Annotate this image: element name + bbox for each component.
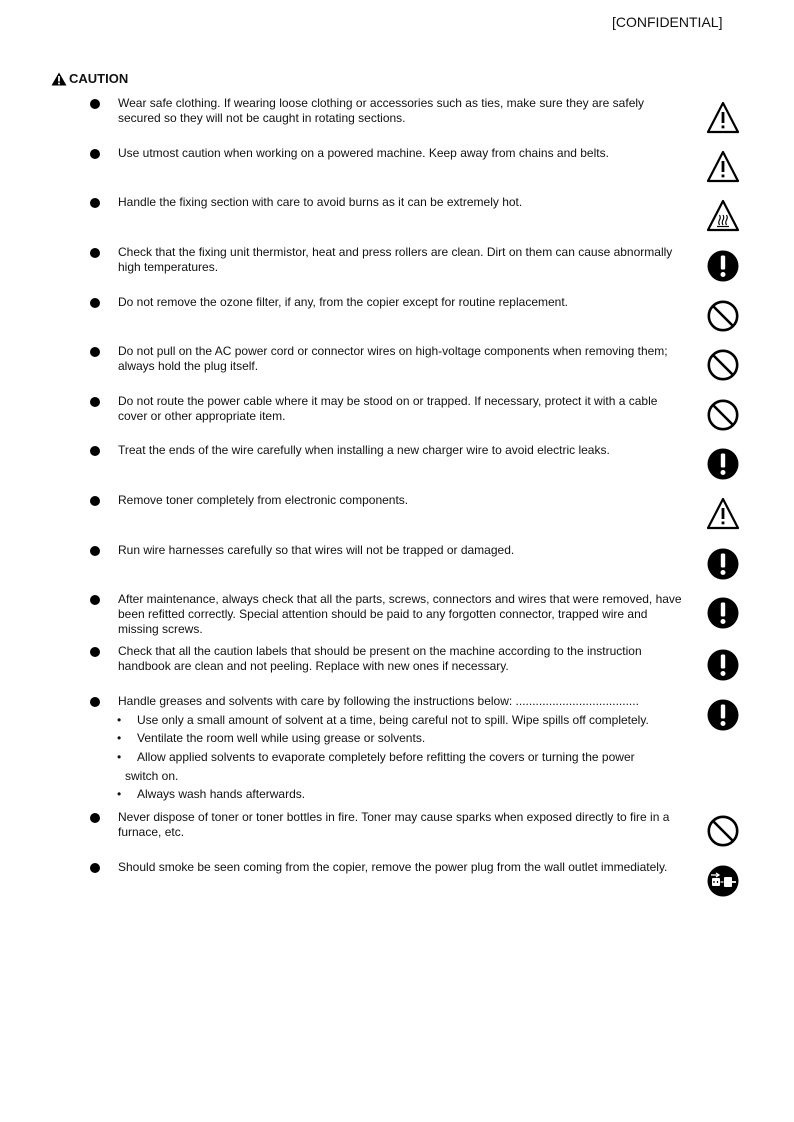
bullet bbox=[90, 248, 100, 258]
sub-item: • Always wash hands afterwards. bbox=[117, 787, 306, 801]
bullet bbox=[90, 595, 100, 605]
caution-item: Should smoke be seen coming from the copier, remove the power plug from the wall outlet immediately. bbox=[90, 860, 700, 875]
caution-title: CAUTION bbox=[69, 71, 129, 86]
bullet bbox=[90, 647, 100, 657]
warning-triangle-icon bbox=[706, 150, 740, 184]
bullet bbox=[90, 546, 100, 556]
caution-item: Remove toner completely from electronic components. bbox=[90, 493, 700, 508]
sub-item: • Allow applied solvents to evaporate completely before refitting the covers or turning the power bbox=[117, 750, 635, 764]
caution-item: After maintenance, always check that all the parts, screws, connectors and wires that were removed, have been refitted correctly. Special attention should be paid to any forgotten connector, trapped wire and missing screws. bbox=[90, 592, 700, 637]
bullet bbox=[90, 99, 100, 109]
bullet bbox=[90, 697, 100, 707]
caution-item: Check that the fixing unit thermistor, heat and press rollers are clean. Dirt on them can cause abnormally high temperatures. bbox=[90, 245, 700, 275]
caution-item: Wear safe clothing. If wearing loose clothing or accessories such as ties, make sure they are safely secured so they will not be caught in rotating sections. bbox=[90, 96, 700, 126]
sub-item-continuation: switch on. bbox=[125, 769, 179, 783]
mandatory-action-icon bbox=[706, 249, 740, 283]
bullet bbox=[90, 149, 100, 159]
mandatory-action-icon bbox=[706, 447, 740, 481]
prohibition-icon bbox=[706, 348, 740, 382]
caution-item: Handle the fixing section with care to avoid burns as it can be extremely hot. bbox=[90, 195, 700, 210]
bullet bbox=[90, 347, 100, 357]
sub-item: • Ventilate the room well while using grease or solvents. bbox=[117, 731, 426, 745]
bullet bbox=[90, 496, 100, 506]
bullet bbox=[90, 198, 100, 208]
sub-item: • Use only a small amount of solvent at a time, being careful not to spill. Wipe spills off completely. bbox=[117, 713, 649, 727]
caution-item: Never dispose of toner or toner bottles in fire. Toner may cause sparks when exposed directly to fire in a furnace, etc. bbox=[90, 810, 700, 840]
mandatory-action-icon bbox=[706, 596, 740, 630]
warning-triangle-icon bbox=[706, 101, 740, 135]
bullet bbox=[90, 298, 100, 308]
bullet bbox=[90, 863, 100, 873]
hot-surface-icon bbox=[706, 199, 740, 233]
caution-item: Do not route the power cable where it may be stood on or trapped. If necessary, protect it with a cable cover or other appropriate item. bbox=[90, 394, 700, 424]
caution-item: Treat the ends of the wire carefully when installing a new charger wire to avoid electric leaks. bbox=[90, 443, 700, 458]
caution-item: Do not pull on the AC power cord or connector wires on high-voltage components when removing them; always hold the plug itself. bbox=[90, 344, 700, 374]
mandatory-action-icon bbox=[706, 648, 740, 682]
prohibition-icon bbox=[706, 299, 740, 333]
confidential-label: [CONFIDENTIAL] bbox=[612, 14, 723, 30]
mandatory-action-icon bbox=[706, 698, 740, 732]
mandatory-action-icon bbox=[706, 547, 740, 581]
caution-item: Handle greases and solvents with care by following the instructions below: ..................................... bbox=[90, 694, 700, 709]
caution-item: Use utmost caution when working on a powered machine. Keep away from chains and belts. bbox=[90, 146, 700, 161]
caution-warning-icon bbox=[51, 72, 67, 86]
caution-item: Do not remove the ozone filter, if any, from the copier except for routine replacement. bbox=[90, 295, 700, 310]
bullet bbox=[90, 813, 100, 823]
prohibition-icon bbox=[706, 814, 740, 848]
caution-item: Check that all the caution labels that should be present on the machine according to the instruction handbook are clean and not peeling. Replace with new ones if necessary. bbox=[90, 644, 700, 674]
bullet bbox=[90, 397, 100, 407]
bullet bbox=[90, 446, 100, 456]
prohibition-icon bbox=[706, 398, 740, 432]
warning-triangle-icon bbox=[706, 497, 740, 531]
caution-item: Run wire harnesses carefully so that wires will not be trapped or damaged. bbox=[90, 543, 700, 558]
caution-heading bbox=[51, 71, 128, 86]
unplug-icon bbox=[706, 864, 740, 898]
